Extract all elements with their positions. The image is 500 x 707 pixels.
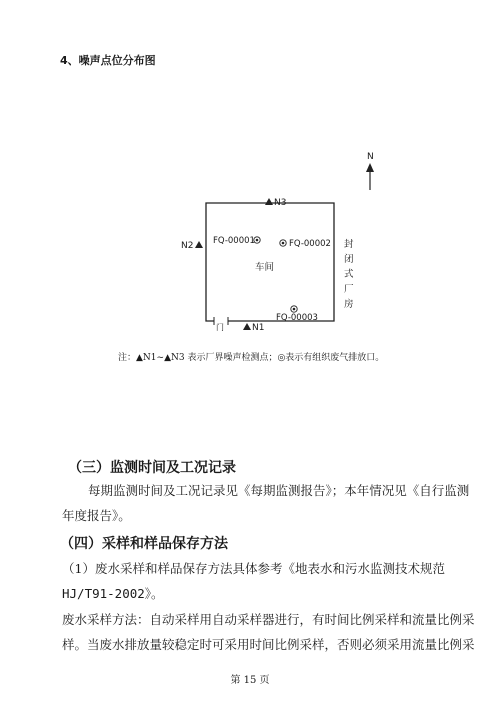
outlet-fq2-marker bbox=[280, 240, 286, 246]
outlet-fq1-label: FQ-00001 bbox=[213, 236, 255, 246]
noise-point-n1-marker bbox=[243, 323, 251, 330]
section-title-sampling: （四）采样和样品保存方法 bbox=[60, 536, 228, 552]
noise-point-n2-label: N2 bbox=[181, 241, 194, 251]
svg-text:闭: 闭 bbox=[344, 254, 354, 265]
north-arrow-head bbox=[366, 163, 374, 172]
gate-marker bbox=[214, 317, 228, 332]
svg-text:封: 封 bbox=[344, 239, 354, 250]
outlet-fq3-label: FQ-00003 bbox=[276, 313, 318, 323]
outlet-fq2-label: FQ-00002 bbox=[289, 239, 331, 249]
outlet-fq3-marker bbox=[291, 306, 297, 312]
enclosed-plant-label bbox=[344, 238, 354, 310]
section-heading-noise-map: 4、噪声点位分布图 bbox=[60, 54, 156, 67]
section-title-monitoring-time: （三）监测时间及工况记录 bbox=[68, 460, 236, 476]
gate-label: 门 bbox=[216, 323, 224, 332]
paragraph-line: 每期监测时间及工况记录见《每期监测报告》；本年情况见《自行监测 bbox=[88, 483, 470, 498]
paragraph-line: 年度报告》。 bbox=[62, 508, 131, 523]
noise-point-n3-label: N3 bbox=[274, 198, 287, 208]
page-number: 第 15 页 bbox=[230, 675, 270, 686]
svg-text:厂: 厂 bbox=[344, 284, 354, 295]
paragraph-line: 样。当废水排放量较稳定时可采用时间比例采样，否则必须采用流量比例采 bbox=[62, 637, 475, 652]
paragraph-line: （1）废水采样和样品保存方法具体参考《地表水和污水监测技术规范 bbox=[62, 561, 445, 576]
workshop-label: 车间 bbox=[255, 262, 275, 273]
paragraph-line: HJ/T91-2002》。 bbox=[62, 586, 164, 601]
north-label: N bbox=[367, 152, 374, 162]
svg-text:房: 房 bbox=[344, 299, 354, 310]
noise-point-n1-label: N1 bbox=[252, 323, 265, 333]
paragraph-line: 废水采样方法：自动采样用自动采样器进行，有时间比例采样和流量比例采 bbox=[62, 612, 475, 627]
diagram-legend-note: 注：▲N1~▲N3 表示厂界噪声检测点；◎表示有组织废气排放口。 bbox=[118, 353, 385, 363]
svg-text:式: 式 bbox=[344, 269, 354, 280]
noise-point-n2-marker bbox=[195, 241, 203, 248]
noise-point-n3-marker bbox=[265, 198, 273, 205]
